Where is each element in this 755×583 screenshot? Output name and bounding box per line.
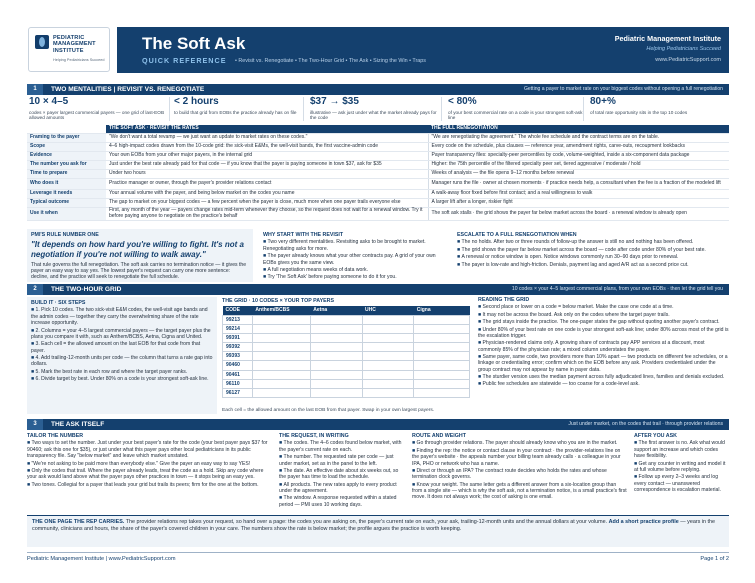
stat-card [310, 97, 442, 121]
grid-cell[interactable] [310, 361, 362, 370]
grid-cell[interactable] [414, 333, 470, 342]
stat-card [27, 97, 170, 121]
row-label: Use it when [27, 208, 106, 221]
list-item-text: The sturdier version uses the median payment across fully adjudicated lines, families and denials excluded. [482, 374, 725, 381]
grid-cell[interactable] [252, 324, 310, 333]
grid-cell[interactable] [310, 343, 362, 352]
grid-cell[interactable] [362, 324, 414, 333]
list-item-text: Two tones. Collegial for a payer that leads your grid but trails its peers; firm for the one at the bottom. [31, 481, 259, 488]
bullet-icon: ■ [634, 460, 639, 467]
list-item-text: 4. Add trailing-12-month units per code — the column that turns a rate gap into dollars. [31, 354, 213, 368]
list-item-text: The number. The requested rate per code — just under market, set as in the panel to the left. [279, 454, 394, 467]
after-column [634, 433, 729, 493]
bullet-icon: ■ [478, 326, 483, 333]
footer-left: Pediatric Management Institute | www.PediatricSupport.com [27, 556, 176, 562]
list-item [457, 239, 727, 245]
logo-subtext: Helping Pediatricians Succeed [53, 58, 105, 62]
payer-grid [222, 306, 470, 398]
bullet-icon: ■ [27, 481, 32, 488]
bullet-icon: ■ [31, 368, 36, 375]
grid-cell[interactable] [414, 324, 470, 333]
list-item-text: The codes. The 4–6 codes found below market, with the payer's current rate on each. [279, 440, 402, 453]
grid-cell[interactable] [252, 315, 310, 324]
bullet-icon: ■ [263, 266, 268, 273]
bullet-icon: ■ [31, 341, 36, 348]
bullet-icon: ■ [31, 354, 36, 361]
list-item [279, 495, 405, 508]
stat-value: < 2 hours [174, 96, 219, 107]
list-item-text: 3. Each cell = the allowed amount on the last EOB for that code from that payer. [31, 341, 201, 354]
list-item-text: The first answer is no. Ask what would support an increase and which codes have flexibility. [634, 440, 725, 460]
bullet-icon: ■ [634, 474, 639, 481]
row-label: The number you ask for [27, 160, 106, 169]
list-item [31, 355, 213, 368]
cell: Your own EOBs from your other major payers, in the internal grid [106, 151, 428, 160]
list-item-text: Second place or lower on a code = below market. Make the case one code at a time. [482, 304, 674, 311]
list-item [27, 461, 271, 467]
code-cell: 99391 [223, 333, 253, 342]
grid-cell[interactable] [310, 379, 362, 388]
bullet-icon: ■ [279, 481, 284, 488]
grid-cell[interactable] [252, 352, 310, 361]
section-caption: Getting a payer to market rate on your biggest codes without opening a full renegotiation [523, 86, 723, 92]
grid-cell[interactable] [414, 361, 470, 370]
row-label: Time to prepare [27, 169, 106, 178]
grid-cell[interactable] [252, 389, 310, 398]
grid-cell[interactable] [414, 389, 470, 398]
code-cell: 96127 [223, 389, 253, 398]
grid-cell[interactable] [362, 343, 414, 352]
list-item [478, 312, 729, 318]
grid-note: Each cell = the allowed amount on the last EOB from that payer. Swap in your own largest payers. [222, 408, 435, 413]
grid-cell[interactable] [252, 333, 310, 342]
cell: Every code on the schedule, plus clauses — reference year, amendment rights, carve-outs, recoupment lookbacks [428, 142, 729, 151]
list-item [31, 341, 213, 354]
list-item-text: All products. The new rates apply to every product under the agreement. [279, 481, 397, 494]
grid-cell[interactable] [414, 352, 470, 361]
code-cell: 99213 [223, 315, 253, 324]
table-row [27, 133, 729, 142]
list-item-text: Follow up every 2–3 weeks and log every contact — unanswered correspondence is escalation material. [634, 474, 721, 493]
grid-cell[interactable] [252, 370, 310, 379]
list-item-text: Only the codes that trail. Where the payer already leads, treat the code as a hold. Skip any code where your ask would land above what the payer pays other practices in town — it stops being an easy yes. [27, 467, 264, 481]
cell: Weeks of analysis — the file opens 9–12 months before renewal [428, 169, 729, 178]
page-subtitle: QUICK REFERENCE [142, 56, 227, 65]
list-item-text: Same payer, same code, two providers more than 10% apart — two products on different fee schedules, or a linkage or credentialing error; confirm which on the EOB before any ask. Providers credentialed under the group contract may not appear by name in payer data. [478, 353, 728, 373]
grid-row [223, 333, 470, 342]
grid-cell[interactable] [252, 343, 310, 352]
cell: The soft ask stalls · the grid shows the payer far below market across the board · a renewal window is already open [428, 208, 729, 221]
grid-cell[interactable] [362, 361, 414, 370]
bullet-icon: ■ [412, 481, 417, 488]
grid-cell[interactable] [362, 352, 414, 361]
build-box [27, 297, 217, 414]
stat-value: < 80% [448, 96, 477, 107]
list-item [478, 340, 729, 353]
row-label: Typical outcome [27, 199, 106, 208]
bullet-icon: ■ [27, 467, 32, 474]
why-box [261, 229, 451, 284]
list-item-text: Get any counter in writing and model it at full volume before replying. [634, 460, 726, 473]
grid-cell[interactable] [310, 352, 362, 361]
stat-card [174, 97, 304, 121]
strip-body-2: — years in the community, clinicians and hours, the share of the payer's covered children in your care. The numbers show the rate is below market; the profile argues the practice is worth keeping. [32, 519, 715, 532]
grid-column-header: Anthem/BCBS [252, 306, 310, 315]
list-item [279, 454, 405, 467]
list-item-text: Direct or through an IPA? The contract route decides who holds the rates and whose termination clock governs. [412, 467, 607, 481]
rule-body: That rule governs the full renegotiation. The soft ask carries no termination notice — it gives the payer an easy way to say yes. The lowest payer's request can carry one more sentence: decline, and the practice will seek to renegotiate the full schedule. [31, 261, 247, 281]
stat-desc: codes × payer largest commercial payers — one grid of last-EOB allowed amounts [29, 109, 165, 120]
list-item-text: Go through provider relations. The payer should already know who you are in the market. [416, 440, 618, 447]
cell: Your annual volume with the payer, and being below market on the codes you name [106, 190, 428, 199]
list-item [412, 482, 627, 501]
box-heading: ROUTE AND WEIGHT [412, 433, 466, 439]
list-item-text: The payer already knows what your other contracts pay. A grid of your own EOBs gives you the same view. [263, 253, 436, 266]
code-cell: 90460 [223, 361, 253, 370]
strip-text [32, 519, 724, 533]
list-item [27, 468, 271, 481]
bullet-icon: ■ [478, 319, 483, 326]
list-item [279, 482, 405, 495]
bullet-icon: ■ [412, 440, 417, 447]
logo [28, 27, 110, 72]
stat-desc: of total rate opportunity sits in the top 10 codes [590, 109, 688, 115]
bullet-icon: ■ [263, 253, 268, 260]
list-item [31, 307, 213, 326]
code-cell: 99392 [223, 343, 253, 352]
grid-cell[interactable] [310, 333, 362, 342]
column-header: THE FULL RENEGOTIATION [428, 125, 729, 133]
list-item-text: 5. Mark the best rate in each row and where the target payer ranks. [35, 368, 188, 375]
section-number: 1 [27, 84, 43, 95]
cell: The gap to market on your biggest codes — a few percent when the payer is close, much more when one payer trails everyone else [106, 199, 428, 208]
bullet-icon: ■ [31, 376, 36, 383]
page-title: The Soft Ask [142, 34, 246, 53]
stat-value: 80+% [590, 96, 616, 107]
table-row [27, 160, 729, 169]
grid-cell[interactable] [310, 370, 362, 379]
strip-lead: THE ONE PAGE THE REP CARRIES. [32, 519, 125, 525]
stat-value: 10 × 4–5 [29, 96, 69, 107]
list-item [31, 369, 213, 375]
cell: Payer transparency files: specialty-peer percentiles by code, volume-weighted, inside a six-component data package [428, 151, 729, 160]
list-item [457, 262, 727, 268]
grid-row [223, 361, 470, 370]
bullet-icon: ■ [31, 327, 36, 334]
list-item-text: Public fee schedules are statewide — too coarse for a code-level ask. [482, 381, 640, 388]
page-number: Page 1 of 2 [700, 556, 729, 562]
logo-mark-icon [35, 35, 49, 49]
list-item [31, 328, 213, 341]
bullet-icon: ■ [478, 304, 483, 311]
cell: A walk-away floor fixed before first contact; and a real willingness to walk [428, 190, 729, 199]
list-item-text: The window. A response requested within a stated period — PMI uses 10 working days. [279, 495, 397, 508]
list-item [478, 304, 729, 310]
list-item [263, 267, 449, 273]
table-row [27, 169, 729, 178]
section-2-bar [27, 284, 729, 295]
grid-cell[interactable] [252, 379, 310, 388]
bullet-icon: ■ [478, 311, 483, 318]
header-banner [117, 27, 729, 73]
list-item-text: The date. An effective date about six weeks out, so the payer has time to load the schedule. [279, 467, 399, 481]
bullet-icon: ■ [478, 381, 483, 388]
bullet-icon: ■ [478, 374, 483, 381]
bullet-icon: ■ [279, 467, 284, 474]
comparison-table [27, 125, 729, 221]
bullet-icon: ■ [279, 440, 284, 447]
list-item [478, 381, 729, 387]
grid-cell[interactable] [362, 370, 414, 379]
list-item-text: The grid shows the payer far below market across the board — code after code under 80% of your best rate. [461, 246, 706, 253]
code-cell: 96110 [223, 379, 253, 388]
grid-row [223, 389, 470, 398]
list-item-text: "We're not asking to be paid more than everybody else." Give the payer an easy way to say YES! [31, 460, 251, 467]
list-item [263, 274, 449, 280]
cell: 4–6 high-impact codes drawn from the 10-code grid: the sick-visit E&Ms, the well-visit bands, the first vaccine-admin code [106, 142, 428, 151]
box-heading: PMI'S RULE NUMBER ONE [31, 232, 99, 238]
bullet-icon: ■ [31, 307, 36, 314]
cell: First, any month of the year — payers change rates mid-term whenever they choose, so the request does not wait for a renewal window. Try it before paying anyone to negotiate on the practice's behalf [106, 208, 428, 221]
grid-column-header: Aetna [310, 306, 362, 315]
code-cell: 99214 [223, 324, 253, 333]
section-title: THE TWO-HOUR GRID [51, 286, 122, 293]
box-heading: AFTER YOU ASK [634, 433, 677, 439]
bullet-icon: ■ [27, 440, 32, 447]
stat-desc: of your best commercial rate on a code is your strongest soft-ask line [448, 109, 583, 120]
grid-cell[interactable] [310, 324, 362, 333]
grid-cell[interactable] [362, 389, 414, 398]
grid-cell[interactable] [414, 343, 470, 352]
list-item [279, 468, 405, 481]
row-label: Who does it [27, 178, 106, 190]
list-item [412, 468, 627, 481]
grid-cell[interactable] [362, 379, 414, 388]
stat-desc: to build that grid from EOBs the practice already has on file [174, 109, 297, 115]
list-item [478, 374, 729, 380]
row-label: Scope [27, 142, 106, 151]
bullet-icon: ■ [279, 454, 284, 461]
logo-text: PEDIATRIC MANAGEMENT INSTITUTE [53, 35, 96, 54]
box-heading: WHY START WITH THE REVISIT [263, 232, 344, 238]
grid-row [223, 315, 470, 324]
grid-heading: THE GRID · 10 CODES × YOUR TOP PAYERS [222, 298, 335, 304]
stat-card [448, 97, 584, 121]
list-item-text: Two ways to set the number. Just under your best payer's rate for the code (your best payer pays $37 for 90460; ask this one for $35), or just under what this payer pays other local pediatricians in its public transparency file. Say "below market" and leave which market unstated. [27, 440, 268, 460]
bullet-icon: ■ [634, 440, 639, 447]
grid-cell[interactable] [252, 361, 310, 370]
grid-row [223, 343, 470, 352]
grid-cell[interactable] [310, 389, 362, 398]
cell: Higher: the 75th percentile of the filtered specialty peer set, tiered aggressive / moderate / hold [428, 160, 729, 169]
stat-card [590, 97, 729, 121]
list-item [478, 327, 729, 340]
section-number: 2 [27, 284, 43, 295]
bullet-icon: ■ [457, 254, 462, 261]
box-heading: TAILOR THE NUMBER [27, 433, 84, 439]
org-name: Pediatric Management Institute [614, 34, 721, 43]
rule-quote: "It depends on how hard you're willing to fight. It's not a negotiation if you're not willing to walk away." [31, 240, 244, 260]
grid-column-header: UHC [362, 306, 414, 315]
grid-cell[interactable] [414, 370, 470, 379]
grid-cell[interactable] [414, 379, 470, 388]
bullet-icon: ■ [457, 261, 462, 268]
list-item [279, 440, 405, 453]
row-label: Evidence [27, 151, 106, 160]
list-item-text: 2. Columns = your 4–5 largest commercial payers — the target payer plus the plans you compare it with, such as Anthem/BCBS, Aetna, Cigna and United. [31, 327, 211, 340]
bullet-icon: ■ [478, 340, 483, 347]
list-item [634, 440, 729, 459]
tailor-column [27, 433, 271, 488]
list-item [457, 247, 727, 253]
list-item [478, 319, 729, 325]
grid-column-header: CODE [223, 306, 253, 315]
box-heading: THE REQUEST, IN WRITING [279, 433, 349, 439]
rule-box [27, 229, 253, 282]
section-3-bar [27, 419, 729, 430]
list-item-text: A full negotiation means weeks of data work. [267, 266, 369, 273]
table-row [27, 178, 729, 190]
grid-row [223, 370, 470, 379]
row-label: Framing to the payer [27, 133, 106, 142]
cell: Practice manager or owner, through the payer's provider relations contact [106, 178, 428, 190]
code-cell: 90461 [223, 370, 253, 379]
section-1-bar [27, 84, 729, 95]
box-heading: BUILD IT · SIX STEPS [31, 300, 86, 306]
list-item-text: Under 80% of your best rate on one code is your strongest soft-ask line; under 80% across most of the grid is the escalation trigger. [478, 326, 729, 339]
list-item [412, 448, 627, 467]
bullet-icon: ■ [478, 353, 483, 360]
column-header: THE SOFT ASK · REVISIT THE RATES [106, 125, 428, 133]
list-item [478, 354, 729, 373]
list-item-text: Finding the rep: the notice or contact clause in your contract · the provider-relations line on the payer's website · the appeals number your billing team already calls · a colleague in your IPA, PHO or network who has a name. [412, 447, 621, 467]
cell: "We are renegotiating the agreement." The whole fee schedule and the contract terms are on the table. [428, 133, 729, 142]
table-row [27, 208, 729, 221]
table-row [27, 190, 729, 199]
grid-cell[interactable] [362, 333, 414, 342]
table-row [27, 151, 729, 160]
list-item [27, 440, 271, 459]
grid-column-header: Cigna [414, 306, 470, 315]
table-row [27, 142, 729, 151]
cell: "We don't want a total revamp — we just want an update to market rates on these codes." [106, 133, 428, 142]
bullet-icon: ■ [412, 447, 417, 454]
list-item-text: Two very different mentalities. Revisiting asks to be brought to market. Renegotiating asks for more. [263, 239, 426, 252]
section-title: TWO MENTALITIES | REVISIT VS. RENEGOTIATE [51, 86, 205, 93]
strip-body: The provider relations rep takes your request, so hand over a page: the codes you are asking on, the payer's current rate on each, your ask, trailing-12-month units and the annual dollars at your volume. [125, 519, 608, 525]
list-item-text: The grid stays inside the practice. The one-pager states the gap without quoting another payer's contract. [482, 319, 720, 326]
cell: Just under the best rate already paid for that code — if you know that the payer is paying someone in town $37, ask for $35 [106, 160, 428, 169]
bullet-icon: ■ [263, 274, 268, 281]
grid-row [223, 324, 470, 333]
cell: Under two hours [106, 169, 428, 178]
grid-cell[interactable] [362, 315, 414, 324]
list-item-text: It may not be across the board. Ask only on the codes where the target payer trails. [482, 311, 670, 318]
list-item-text: A renewal or notice window is open. Notice windows commonly run 30–90 days prior to renewal. [461, 254, 679, 261]
bullet-icon: ■ [279, 495, 284, 502]
grid-row [223, 352, 470, 361]
list-item-text: Try 'The Soft Ask' before paying someone to do it for you. [267, 274, 397, 281]
bullet-icon: ■ [27, 460, 32, 467]
strip-lead-2: Add a short practice profile [608, 519, 679, 525]
list-item-text: 1. Pick 10 codes. The two sick-visit E&M codes, the well-visit age bands and the admin codes — together they carry the overwhelming share of the rate increase opportunity. [31, 307, 208, 327]
list-item [412, 440, 627, 446]
list-item-text: The payer is low-rate and high-friction. Denials, payment lag and aged A/R act as a second price cut. [461, 261, 689, 268]
section-number: 3 [27, 419, 43, 430]
section-nav: • Revisit vs. Renegotiate • The Two-Hour Grid • The Ask • Sizing the Win • Traps [235, 58, 426, 64]
bullet-icon: ■ [457, 239, 462, 246]
code-cell: 99393 [223, 352, 253, 361]
stat-desc: illustrative — ask just under what the market already pays for the code [310, 109, 437, 120]
list-item-text: The no holds. After two or three rounds of follow-up the answer is still no and nothing has been offered. [461, 239, 694, 246]
cell: Manager runs the file · owner at chosen moments · if practice needs help, a consultant when the fee is a fraction of the modeled lift [428, 178, 729, 190]
list-item [27, 482, 271, 488]
row-label: Leverage it needs [27, 190, 106, 199]
list-item [263, 239, 449, 252]
box-heading: READING THE GRID [478, 297, 530, 303]
list-item-text: Know your weight. The same letter gets a different answer from a six-location group than from a single site — which is why the soft ask, not a termination notice, is a small practice's first move. It does not always work; the cost of asking is one email. [412, 481, 627, 501]
footer [27, 552, 729, 563]
stat-value: $37 → $35 [310, 96, 359, 107]
escalate-box [455, 229, 729, 271]
bullet-icon: ■ [263, 239, 268, 246]
bullet-icon: ■ [457, 246, 462, 253]
section-caption: Just under market, on the codes that trail · through provider relations [568, 421, 723, 427]
org-tagline: Helping Pediatricians Succeed [646, 46, 721, 52]
bullet-icon: ■ [412, 467, 417, 474]
list-item [263, 253, 449, 266]
list-item [31, 376, 213, 382]
list-item [634, 474, 729, 493]
grid-cell[interactable] [414, 315, 470, 324]
grid-row [223, 379, 470, 388]
box-heading: ESCALATE TO A FULL RENEGOTIATION WHEN [457, 232, 577, 238]
reading-box [478, 297, 729, 388]
section-title: THE ASK ITSELF [51, 421, 105, 428]
cell: A larger lift after a longer, riskier fight [428, 199, 729, 208]
grid-cell[interactable] [310, 315, 362, 324]
org-url[interactable]: www.PediatricSupport.com [655, 57, 721, 63]
request-column [279, 433, 405, 508]
section-caption: 10 codes × your 4–5 largest commercial plans, from your own EOBs · then let the grid tell you [511, 286, 723, 292]
list-item [634, 461, 729, 474]
list-item-text: Physician-rendered claims only. A growing share of contracts pay APP services at a discount, most commonly 85% of the physician rate; a mixed column understates the payer. [478, 340, 705, 353]
list-item-text: 6. Divide target by best. Under 80% on a code is your strongest soft-ask line. [35, 376, 209, 383]
route-column [412, 433, 627, 501]
rep-page-strip [27, 515, 729, 547]
list-item [457, 254, 727, 260]
